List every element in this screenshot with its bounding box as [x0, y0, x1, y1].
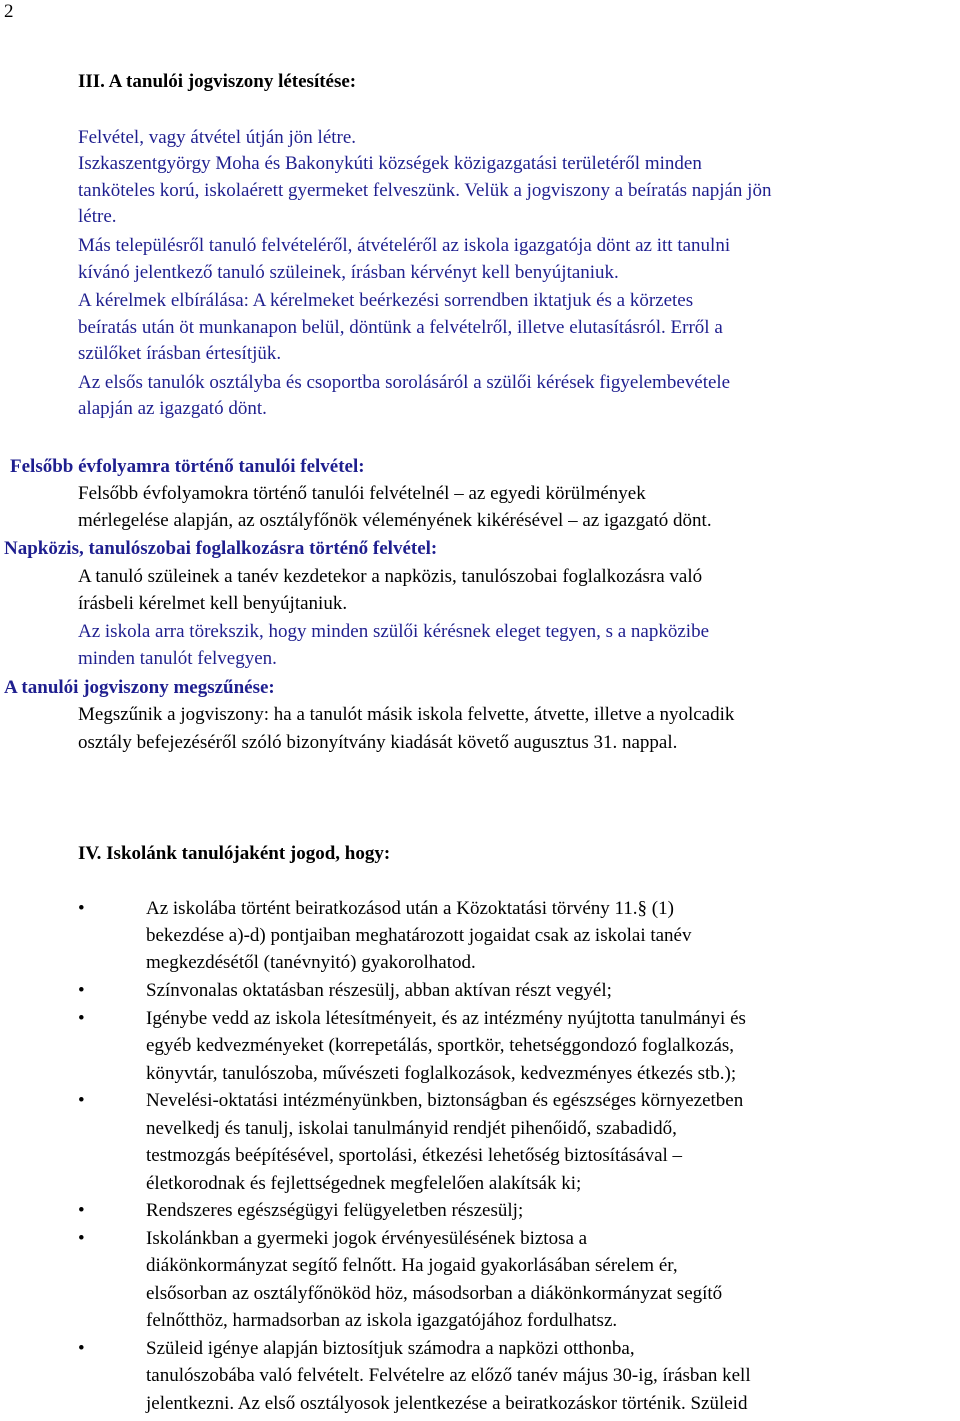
rights-item-line: elsősorban az osztályfőnököd höz, másodsorban a diákönkormányzat segítő	[146, 1283, 723, 1304]
section-3-line: létre.	[78, 206, 117, 227]
daycare-line: írásbeli kérelmet kell benyújtaniuk.	[78, 593, 348, 614]
rights-item-line: Iskolánkban a gyermeki jogok érvényesülésének biztosa a	[146, 1228, 588, 1249]
rights-item-line: tanulószobába való felvételt. Felvételre az előző tanév május 30-ig, írásban kell	[146, 1365, 751, 1386]
daycare-heading: Napközis, tanulószobai foglalkozásra történő felvétel:	[4, 538, 438, 559]
bullet-icon: •	[78, 898, 85, 919]
daycare-line: minden tanulót felvegyen.	[78, 648, 277, 669]
rights-item-line: megkezdésétől (tanévnyitó) gyakorolhatod.	[146, 952, 476, 973]
termination-line: Megszűnik a jogviszony: ha a tanulót másik iskola felvette, átvette, illetve a nyolcadik	[78, 704, 735, 725]
rights-item-line: diákönkormányzat segítő felnőtt. Ha jogaid gyakorlásában sérelem ér,	[146, 1255, 678, 1276]
page-number: 2	[4, 1, 14, 22]
rights-item-line: Színvonalas oktatásban részesülj, abban aktívan részt vegyél;	[146, 980, 612, 1001]
rights-item-line: könyvtár, tanulószoba, művészeti foglalkozások, kedvezményes étkezés stb.);	[146, 1063, 737, 1084]
rights-item-line: életkorodnak és fejlettségednek megfelelően alakítsák ki;	[146, 1173, 582, 1194]
upper-grade-heading: Felsőbb évfolyamra történő tanulói felvétel:	[10, 456, 365, 477]
bullet-icon: •	[78, 1200, 85, 1221]
bullet-icon: •	[78, 1090, 85, 1111]
upper-grade-line: mérlegelése alapján, az osztályfőnök véleményének kikérésével – az igazgató dönt.	[78, 510, 712, 531]
termination-heading: A tanulói jogviszony megszűnése:	[4, 677, 275, 698]
rights-item-line: Igénybe vedd az iskola létesítményeit, és az intézmény nyújtotta tanulmányi és	[146, 1008, 746, 1029]
rights-item-line: Rendszeres egészségügyi felügyeletben részesülj;	[146, 1200, 524, 1221]
section-3-line: Iszkaszentgyörgy Moha és Bakonykúti községek közigazgatási területéről minden	[78, 153, 702, 174]
rights-item-line: testmozgás beépítésével, sportolási, étkezési lehetőség biztosításával –	[146, 1145, 683, 1166]
upper-grade-line: Felsőbb évfolyamokra történő tanulói felvételnél – az egyedi körülmények	[78, 483, 646, 504]
section-3-line: tanköteles korú, iskolaérett gyermeket felveszünk. Velük a jogviszony a beíratás napján jön	[78, 180, 772, 201]
section-3-line: kívánó jelentkező tanuló szüleinek, írásban kérvényt kell benyújtaniuk.	[78, 262, 619, 283]
bullet-icon: •	[78, 1228, 85, 1249]
rights-item-line: Az iskolába történt beiratkozásod után a Közoktatási törvény 11.§ (1)	[146, 898, 674, 919]
section-4-title: IV. Iskolánk tanulójaként jogod, hogy:	[78, 843, 391, 864]
rights-item-line: Nevelési-oktatási intézményünkben, biztonságban és egészséges környezetben	[146, 1090, 744, 1111]
section-3-line: A kérelmek elbírálása: A kérelmeket beérkezési sorrendben iktatjuk és a körzetes	[78, 290, 694, 311]
daycare-line: A tanuló szüleinek a tanév kezdetekor a napközis, tanulószobai foglalkozásra való	[78, 566, 703, 587]
termination-line: osztály befejezéséről szóló bizonyítvány kiadását követő augusztus 31. nappal.	[78, 732, 678, 753]
bullet-icon: •	[78, 980, 85, 1001]
rights-item-line: felnőtthöz, harmadsorban az iskola igazgatójához fordulhatsz.	[146, 1310, 618, 1331]
rights-item-line: nevelkedj és tanulj, iskolai tanulmányid rendjét pihenőidő, szabadidő,	[146, 1118, 677, 1139]
section-3-title: III. A tanulói jogviszony létesítése:	[78, 71, 357, 92]
bullet-icon: •	[78, 1008, 85, 1029]
daycare-line: Az iskola arra törekszik, hogy minden szülői kérésnek eleget tegyen, s a napközibe	[78, 621, 710, 642]
rights-item-line: jelentkezni. Az első osztályosok jelentkezése a beiratkozáskor történik. Szüleid	[146, 1393, 748, 1414]
section-3-line: Az elsős tanulók osztályba és csoportba sorolásáról a szülői kérések figyelembevétele	[78, 372, 731, 393]
section-3-line: Más településről tanuló felvételéről, átvételéről az iskola igazgatója dönt az itt tanulni	[78, 235, 731, 256]
section-3-line: beíratás után öt munkanapon belül, döntünk a felvételről, illetve elutasításról. Erről a	[78, 317, 723, 338]
rights-item-line: egyéb kedvezményeket (korrepetálás, sportkör, tehetséggondozó foglalkozás,	[146, 1035, 735, 1056]
rights-item-line: Szüleid igénye alapján biztosítjuk számodra a napközi otthonba,	[146, 1338, 635, 1359]
section-3-line: alapján az igazgató dönt.	[78, 398, 267, 419]
section-3-line: Felvétel, vagy átvétel útján jön létre.	[78, 127, 357, 148]
bullet-icon: •	[78, 1338, 85, 1359]
section-3-line: szülőket írásban értesítjük.	[78, 343, 282, 364]
rights-item-line: bekezdése a)-d) pontjaiban meghatározott jogaidat csak az iskolai tanév	[146, 925, 692, 946]
